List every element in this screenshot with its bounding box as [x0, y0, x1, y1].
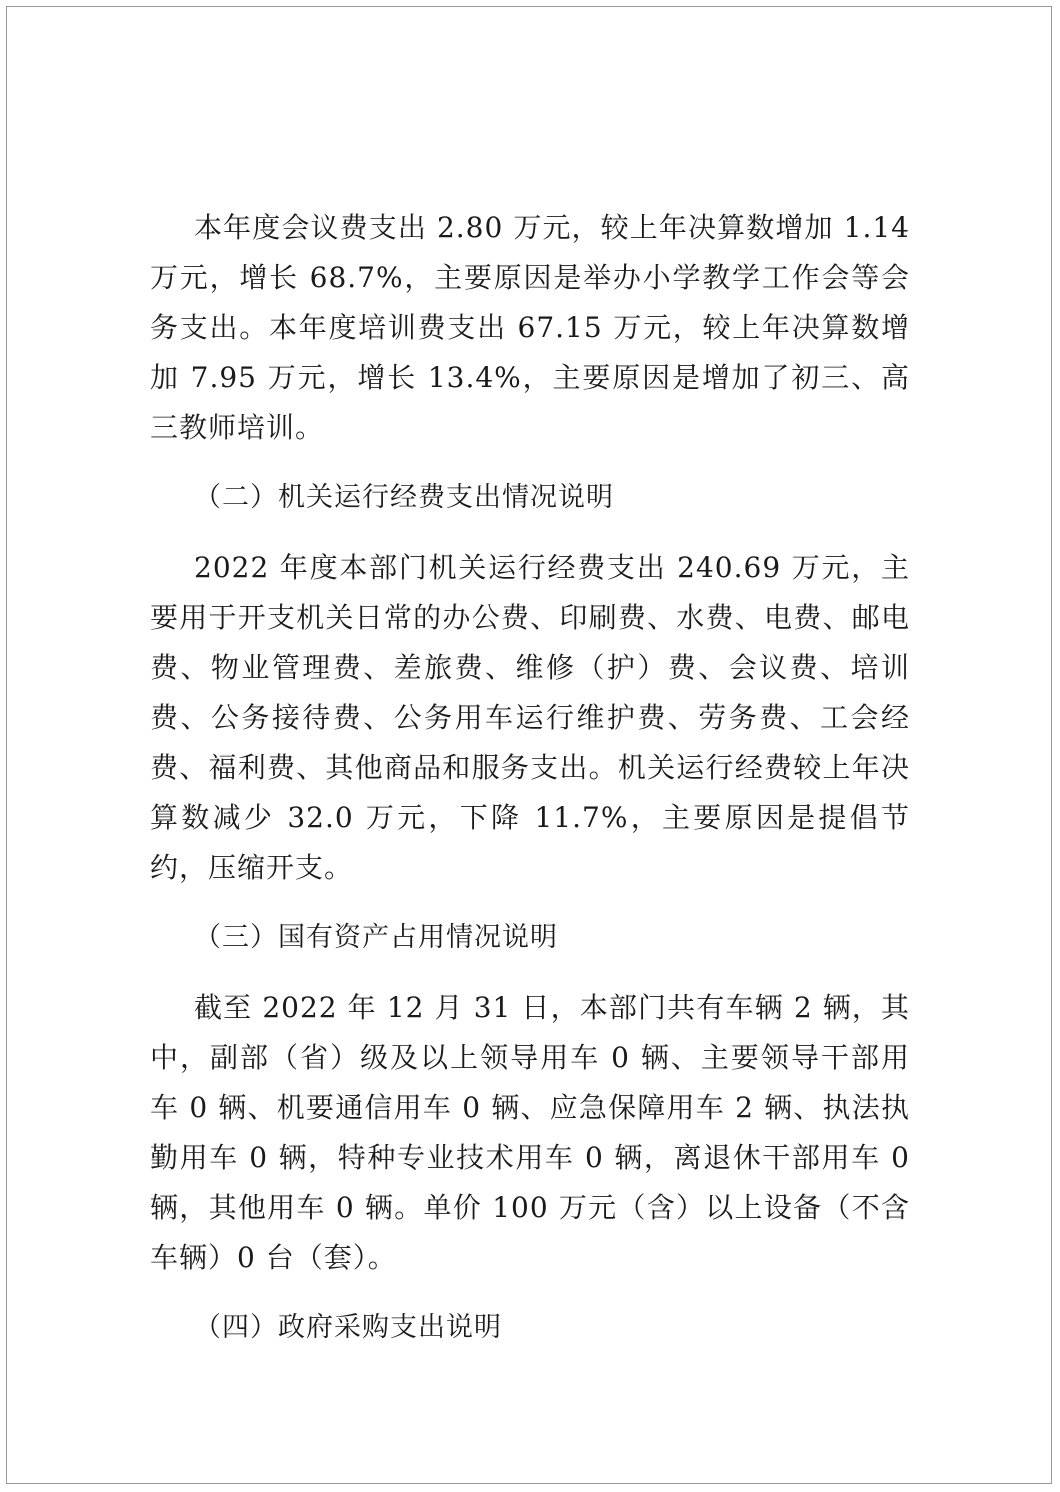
section-heading-operating-expenses: （二）机关运行经费支出情况说明 — [194, 482, 614, 513]
paragraph-operating-expenses: 2022 年度本部门机关运行经费支出 240.69 万元，主要用于开支机关日常的办公费、印刷费、水费、电费、邮电费、物业管理费、差旅费、维修（护）费、会议费、培训费、公务接待费、公务用车运行维护费、劳务费、工会经费、福利费、其他商品和服务支出。机关运行经费较上年决算数减少 32.0 万元，下降 11.7%，主要原因是提倡节约，压缩开支。 — [150, 551, 910, 884]
document-page — [6, 6, 1052, 1484]
spacer — [150, 453, 910, 473]
spacer — [150, 523, 910, 543]
paragraph-meeting-training-fees: 本年度会议费支出 2.80 万元，较上年决算数增加 1.14 万元，增长 68.7%，主要原因是举办小学教学工作会等会务支出。本年度培训费支出 67.15 万元，较上年决算数增加 7.95 万元，增长 13.4%，主要原因是增加了初三、高三教师培训。 — [150, 211, 910, 444]
spacer — [150, 1283, 910, 1303]
section-heading-government-procurement: （四）政府采购支出说明 — [194, 1312, 502, 1343]
document-body — [150, 203, 910, 1353]
spacer — [150, 963, 910, 983]
paragraph-state-assets: 截至 2022 年 12 月 31 日，本部门共有车辆 2 辆，其中，副部（省）级及以上领导用车 0 辆、主要领导干部用车 0 辆、机要通信用车 0 辆、应急保障用车 2 辆、执法执勤用车 0 辆，特种专业技术用车 0 辆，离退休干部用车 0 辆，其他用车 0 辆。单价 100 万元（含）以上设备（不含车辆）0 台（套）。 — [150, 991, 910, 1274]
section-heading-state-assets: （三）国有资产占用情况说明 — [194, 922, 558, 953]
spacer — [150, 893, 910, 913]
